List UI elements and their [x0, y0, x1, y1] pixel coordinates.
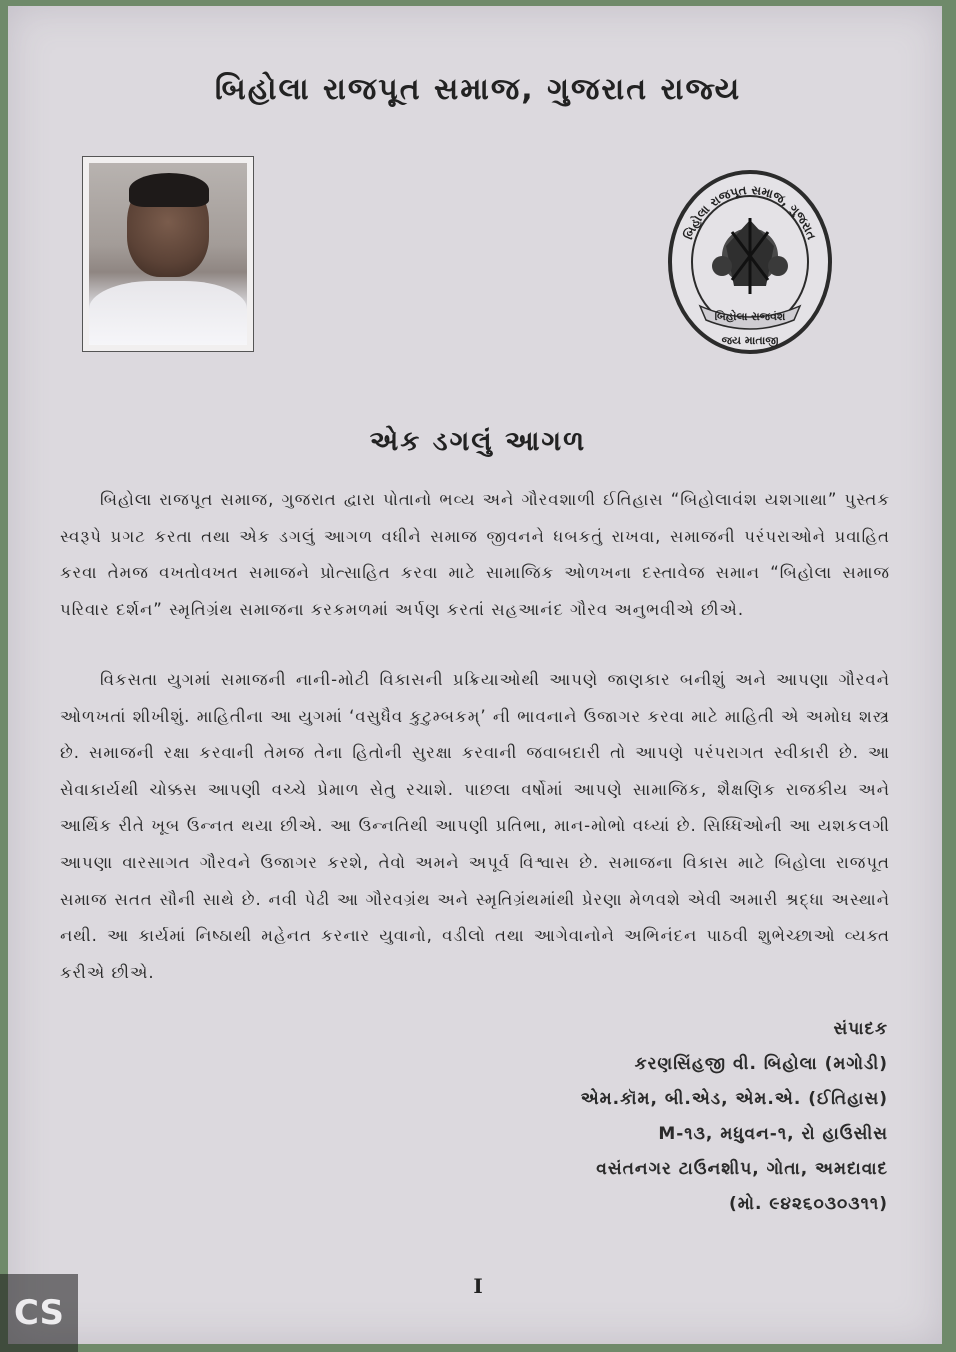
- page-heading: બિહોલા રાજપૂત સમાજ, ગુજરાત રાજ્ય: [214, 72, 742, 107]
- signature-block: [368, 1012, 888, 1222]
- portrait-photo: [82, 156, 254, 352]
- signature-role: સંપાદક: [833, 1019, 888, 1039]
- signature-address-line2: વસંતનગર ટાઉનશીપ, ગોતા, અમદાવાદ: [596, 1159, 888, 1179]
- samaj-logo: [666, 168, 834, 356]
- signature-address-line1: M-૧૩, મધુવન-૧, રો હાઉસીસ: [658, 1124, 888, 1144]
- logo-bottom-text: જય માતાજી: [721, 334, 779, 347]
- portrait-shirt: [89, 281, 247, 345]
- signature-name: કરણસિંહજી વી. બિહોલા (મગોડી): [634, 1054, 888, 1074]
- page-number: I: [473, 1274, 483, 1298]
- scanner-watermark-icon: CS: [0, 1274, 78, 1352]
- portrait-image: [89, 163, 247, 345]
- portrait-hair: [129, 173, 209, 207]
- paragraph-1: બિહોલા રાજપૂત સમાજ, ગુજરાત દ્વારા પોતાનો ભવ્ય અને ગૌરવશાળી ઈતિહાસ “બિહોલાવંશ યશગાથા” પુસ્તક સ્વરૂપે પ્રગટ કરતા તથા એક ડગલું આગળ વધીને સમાજ જીવનને ધબકતું રાખવા, સમાજની પરંપરાઓને પ્રવાહિત કરવા તેમજ વખતોવખત સમાજને પ્રોત્સાહિત કરવા માટે સામાજિક ઓળખના દસ્તાવેજ સમાન “બિહોલા સમાજ પરિવાર દર્શન” સ્મૃતિગ્રંથ સમાજના કરકમળમાં અર્પણ કરતાં સહઆનંદ ગૌરવ અનુભવીએ છીએ.: [60, 490, 890, 619]
- paragraph-2: વિકસતા યુગમાં સમાજની નાની-મોટી વિકાસની પ્રક્રિયાઓથી આપણે જાણકાર બનીશું અને આપણા ગૌરવને ઓળખતાં શીખીશું. માહિતીના આ યુગમાં ‘વસુધૈવ કુટુમ્બકમ્’ ની ભાવનાને ઉજાગર કરવા માટે માહિતી એ અમોઘ શસ્ત્ર છે. સમાજની રક્ષા કરવાની તેમજ તેના હિતોની સુરક્ષા કરવાની જવાબદારી તો આપણે પરંપરાગત સ્વીકારી છે. આ સેવાકાર્યથી ચોક્કસ આપણી વચ્ચે પ્રેમાળ સેતુ રચાશે. પાછલા વર્ષોમાં આપણે સામાજિક, શૈક્ષણિક રાજકીય અને આર્થિક રીતે ખૂબ ઉન્નત થયા છીએ. આ ઉન્નતિથી આપણી પ્રતિભા, માન-મોભો વધ્યાં છે. સિધ્ધિઓની આ યશકલગી આપણા વારસાગત ગૌરવને ઉજાગર કરશે, તેવો અમને અપૂર્વ વિશ્વાસ છે. સમાજના વિકાસ માટે બિહોલા રાજપૂત સમાજ સતત સૌની સાથે છે. નવી પેઢી આ ગૌરવગ્રંથ અને સ્મૃતિગ્રંથમાંથી પ્રેરણા મેળવશે એવી અમારી શ્રદ્ધા અસ્થાને નથી. આ કાર્યમાં નિષ્ઠાથી મહેનત કરનાર યુવાનો, વડીલો તથા આગેવાનોને અભિનંદન પાઠવી શુભેચ્છાઓ વ્યક્ત કરીએ છીએ.: [60, 670, 890, 982]
- logo-banner-text: બિહોલા રાજવંશ: [714, 310, 786, 323]
- signature-qualification: એમ.કૉમ, બી.એડ, એમ.એ. (ઈતિહાસ): [580, 1089, 888, 1109]
- signature-phone: (મો. ૯૪૨૬૦૩૦૩૧૧): [728, 1194, 888, 1214]
- section-title: એક ડગલું આગળ: [369, 426, 587, 457]
- logo-ring-text: બિહોલા રાજપૂત સમાજ, ગુજરાત: [681, 182, 819, 242]
